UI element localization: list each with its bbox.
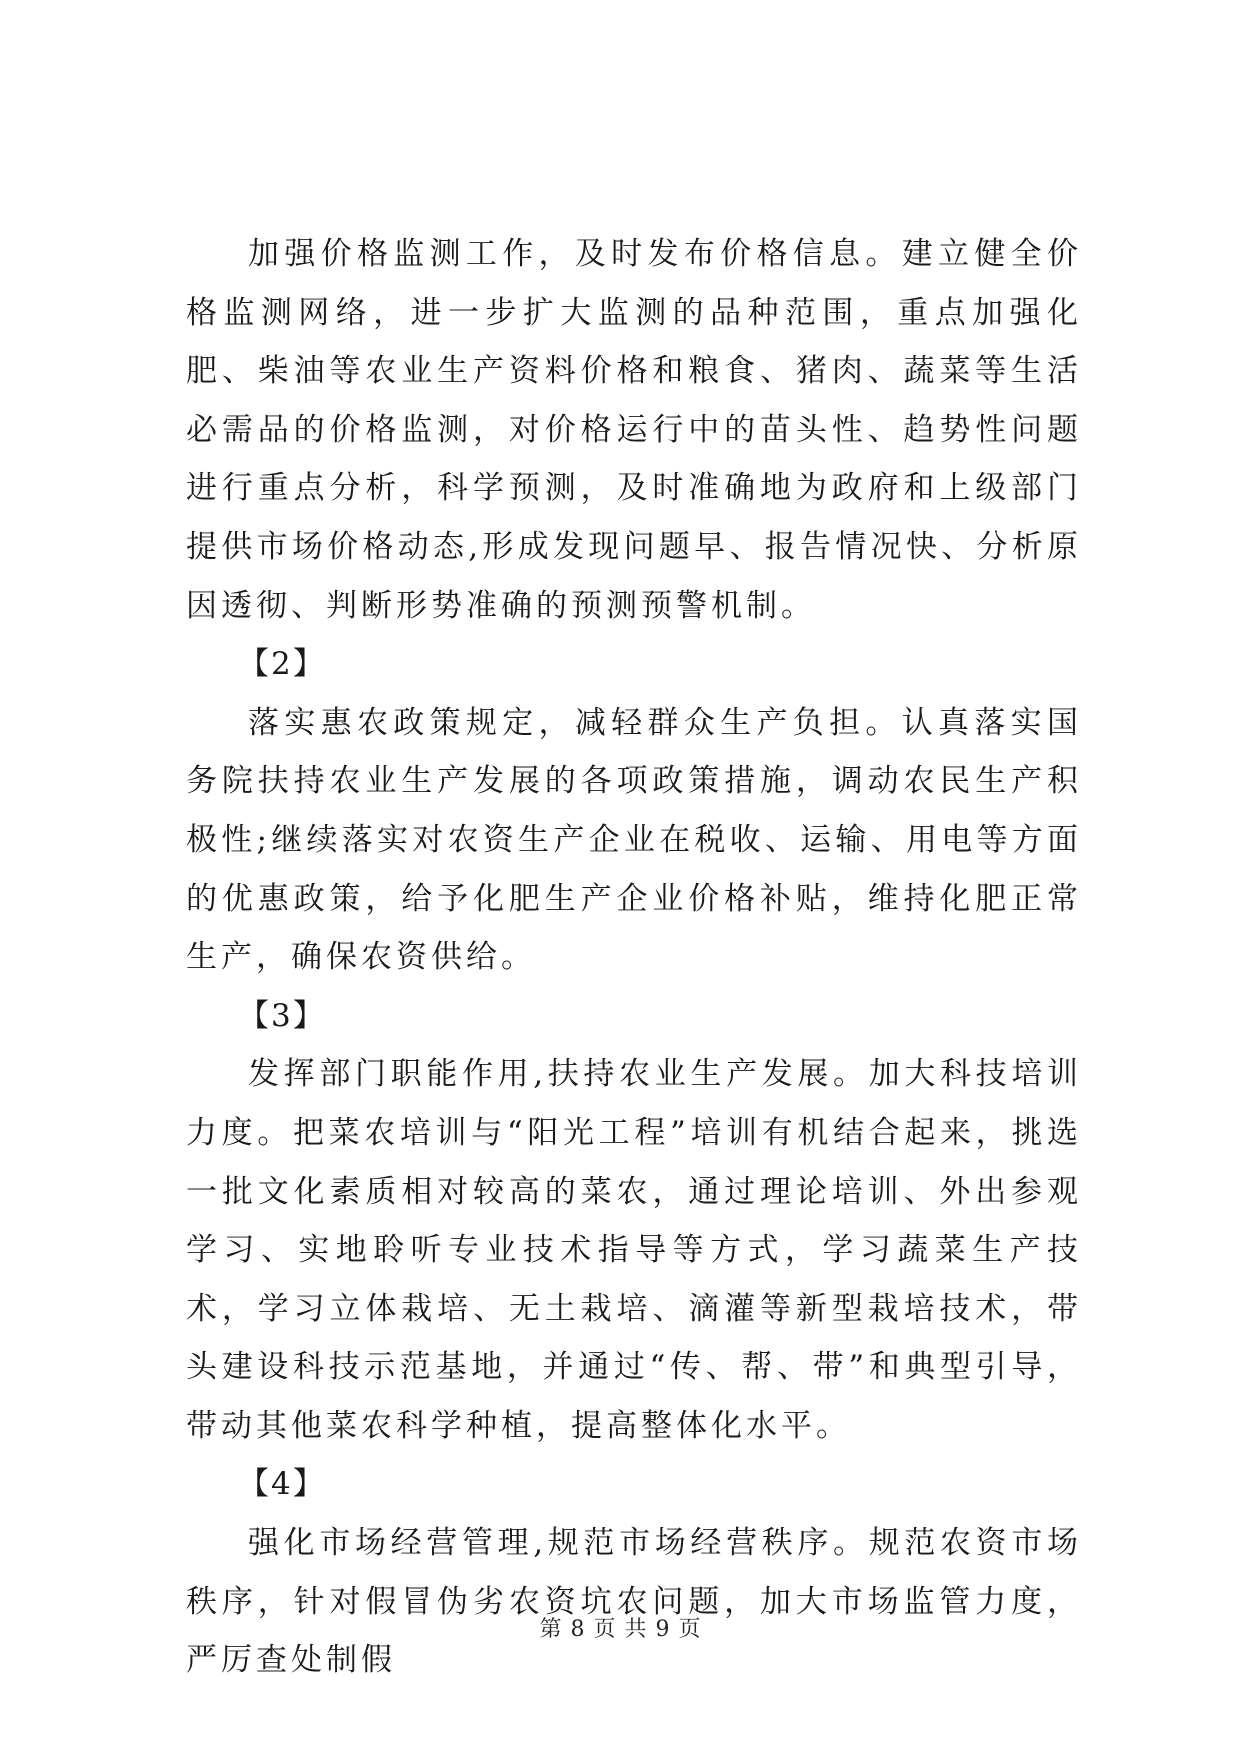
page-number-footer: 第 8 页 共 9 页 [539, 1617, 702, 1642]
paragraph-department-functions: 发挥部门职能作用,扶持农业生产发展。加大科技培训力度。把菜农培训与“阳光工程”培训有机结合起来，挑选一批文化素质相对较高的菜农，通过理论培训、外出参观学习、实地聆听专业技术指导等方式，学习蔬菜生产技术，学习立体栽培、无土栽培、滴灌等新型栽培技术，带头建设科技示范基地，并通过“传、帮、带”和典型引导，带动其他菜农科学种植，提高整体化水平。 [186, 1056, 1082, 1444]
paragraph-market-management: 强化市场经营管理,规范市场经营秩序。规范农资市场秩序，针对假冒伪劣农资坑农问题，加大市场监管力度，严厉查处制假 [186, 1525, 1082, 1679]
paragraph-farm-policy: 落实惠农政策规定，减轻群众生产负担。认真落实国务院扶持农业生产发展的各项政策措施，调动农民生产积极性;继续落实对农资生产企业在税收、运输、用电等方面的优惠政策，给予化肥生产企业价格补贴，维持化肥正常生产，确保农资供给。 [186, 704, 1082, 976]
document-body [186, 225, 1082, 1690]
section-heading-2: 【2】 [238, 646, 326, 683]
section-heading-4: 【4】 [238, 1466, 326, 1503]
paragraph-price-monitoring: 加强价格监测工作，及时发布价格信息。建立健全价格监测网络，进一步扩大监测的品种范围，重点加强化肥、柴油等农业生产资料价格和粮食、猪肉、蔬菜等生活必需品的价格监测，对价格运行中的苗头性、趋势性问题进行重点分析，科学预测，及时准确地为政府和上级部门提供市场价格动态,形成发现问题早、报告情况快、分析原因透彻、判断形势准确的预测预警机制。 [186, 236, 1082, 624]
section-heading-3: 【3】 [238, 997, 326, 1034]
